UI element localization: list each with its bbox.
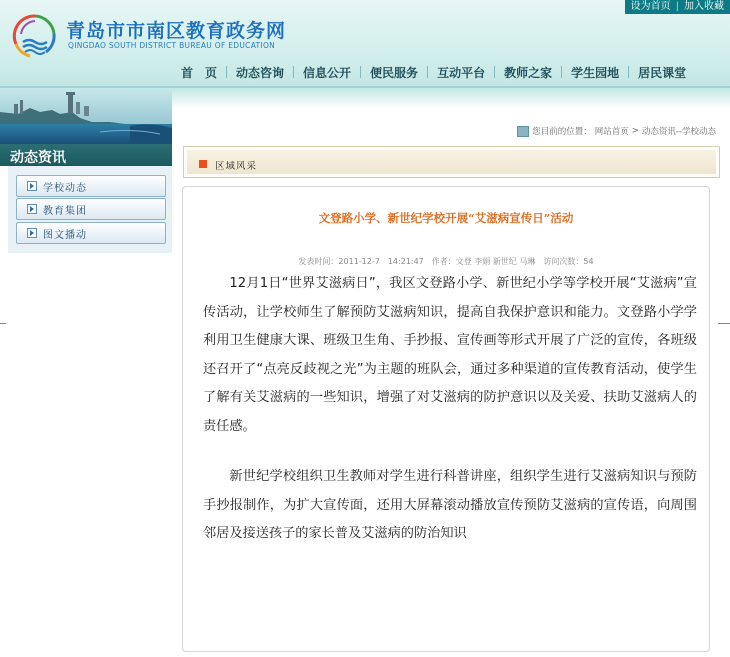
arrow-bullet-icon — [27, 204, 37, 214]
nav-item-news[interactable]: 动态咨询 — [236, 65, 285, 80]
breadcrumb — [517, 125, 716, 137]
site-subtitle: QINGDAO SOUTH DISTRICT BUREAU OF EDUCATION — [68, 41, 276, 50]
nav-item-interaction[interactable]: 互动平台 — [437, 65, 486, 80]
sidebar-item-label: 图文播动 — [43, 230, 87, 241]
breadcrumb-arrow: > — [631, 126, 639, 136]
article-meta: 发表时间：2011-12-7 14:21:47 作者：文登 李娟 新世纪 马琳 访问次数：54 — [298, 257, 594, 266]
arrow-bullet-icon — [27, 181, 37, 191]
top-links — [625, 0, 730, 14]
bookmark-link[interactable]: 加入收藏 — [684, 1, 724, 12]
arrow-bullet-icon — [27, 228, 37, 238]
column-title: 区域风采 — [215, 161, 258, 172]
article-paragraph: 12月1日“世界艾滋病日”，我区文登路小学、新世纪小学等学校开展“艾滋病”宣传活动，让学校师生了解预防艾滋病知识，提高自我保护意识和能力。文登路小学学利用卫生健康大课、班级卫生角、手抄报、宣传画等形式开展了广泛的宣传，各班级还召开了“点亮反歧视之光”为主题的班队会，通过多种渠道的宣传教育活动，使学生了解有关艾滋病的一些知识，增强了对艾滋病的防护意识以及关爱、扶助艾滋病人的责任感。 — [203, 276, 697, 434]
article-title: 文登路小学、新世纪学校开展“艾滋病宣传日”活动 — [318, 211, 574, 225]
nav-item-home[interactable]: 首 页 — [181, 65, 218, 80]
logo-emblem-icon[interactable] — [8, 10, 62, 60]
article-panel — [182, 186, 710, 652]
city-skyline-photo — [0, 88, 172, 144]
sidebar-item-label: 教育集团 — [43, 206, 87, 217]
sidebar-item-picture-news[interactable] — [16, 222, 166, 244]
site-header — [0, 0, 730, 88]
nav-item-info-public[interactable]: 信息公开 — [303, 65, 352, 80]
main-nav — [172, 61, 695, 83]
sidebar-item-school-news[interactable] — [16, 175, 166, 197]
set-home-link[interactable]: 设为首页 — [630, 1, 671, 12]
top-links-separator: | — [675, 1, 679, 12]
column-header — [183, 146, 720, 178]
sidebar-item-label: 学校动态 — [43, 183, 87, 194]
site-title: 青岛市市南区教育政务网 — [66, 20, 287, 42]
nav-item-services[interactable]: 便民服务 — [370, 65, 419, 80]
nav-item-students[interactable]: 学生园地 — [571, 65, 620, 80]
breadcrumb-home-link[interactable]: 网站首页 — [594, 127, 629, 137]
decorative-line — [0, 323, 6, 324]
breadcrumb-current[interactable]: 动态资讯--学校动态 — [641, 127, 716, 137]
nav-item-teachers[interactable]: 教师之家 — [504, 65, 553, 80]
column-marker-icon — [199, 160, 207, 168]
sidebar-title: 动态资讯 — [10, 150, 66, 166]
breadcrumb-prefix: 您目前的位置： — [532, 127, 592, 137]
sidebar-title-bar — [0, 144, 172, 166]
column-header-inner — [187, 150, 716, 174]
content-top-strip — [172, 88, 730, 108]
location-icon — [517, 126, 529, 137]
sidebar-menu — [8, 166, 172, 253]
sidebar-item-edu-group[interactable] — [16, 198, 166, 220]
article-paragraph: 新世纪学校组织卫生教师对学生进行科普讲座，组织学生进行艾滋病知识与预防手抄报制作，为扩大宣传面，还用大屏幕滚动播放宣传预防艾滋病的宣传语，向周围邻居及接送孩子的家长普及艾滋病的防治知识 — [203, 469, 697, 541]
nav-item-residents[interactable]: 居民课堂 — [638, 65, 687, 80]
decorative-line — [718, 323, 730, 324]
